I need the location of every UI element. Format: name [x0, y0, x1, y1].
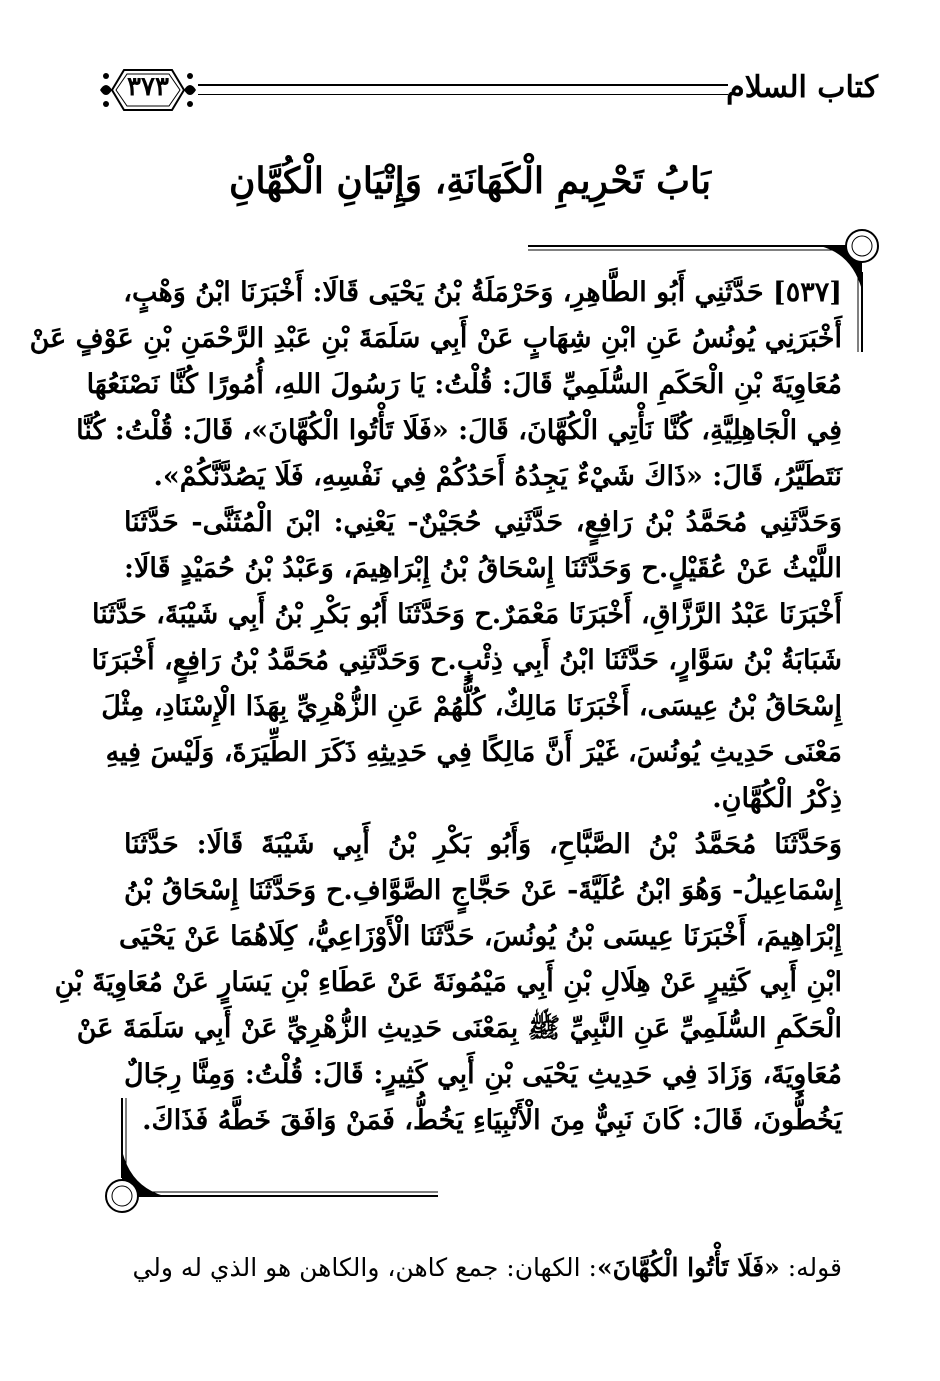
text-line: فِي الْجَاهِلِيَّةِ، كُنَّا نَأْتِي الْكُهَّانَ، قَالَ: «فَلَا تَأْتُوا الْكُهَّانَ»، قَالَ: قُلْتُ: كُنَّا: [76, 415, 842, 446]
footnote-quoted-phrase: «فَلَا تَأْتُوا الْكُهَّانَ»: [596, 1253, 780, 1282]
text-line: ذِكْرُ الْكُهَّانِ.: [712, 783, 842, 814]
text-line: اللَّيْثُ عَنْ عُقَيْلٍ.ح وَحَدَّثَنَا إِسْحَاقُ بْنُ إِبْرَاهِيمَ، وَعَبْدُ بْنُ حُمَيْدٍ قَالَا:: [124, 553, 842, 584]
text-line: [٥٣٧] حَدَّثَنِي أَبُو الطَّاهِرِ، وَحَرْمَلَةُ بْنُ يَحْيَى قَالَا: أَخْبَرَنَا ابْنُ وَهْبٍ،: [123, 277, 842, 308]
text-line: يَخُطُّونَ، قَالَ: كَانَ نَبِيٌّ مِنَ الْأَنْبِيَاءِ يَخُطُّ، فَمَنْ وَافَقَ خَطَّهُ فَذَاكَ.: [142, 1105, 842, 1136]
book-title: كتاب السلام: [726, 70, 878, 105]
text-line: أَخْبَرَنَا عَبْدُ الرَّزَّاقِ، أَخْبَرَنَا مَعْمَرٌ.ح وَحَدَّثَنَا أَبُو بَكْرِ بْنُ أَبِي شَيْبَةَ، حَدَّثَنَا: [92, 599, 842, 630]
text-line: إِسْمَاعِيلُ- وَهُوَ ابْنُ عُلَيَّةَ- عَنْ حَجَّاجٍ الصَّوَّافِ.ح وَحَدَّثَنَا إِسْحَاقُ بْنُ: [124, 875, 842, 906]
chapter-title: بَابُ تَحْرِيمِ الْكَهَانَةِ، وَإِتْيَانِ الْكُهَّانِ: [229, 160, 711, 202]
text-line: أَخْبَرَنِي يُونُسُ عَنِ ابْنِ شِهَابٍ عَنْ أَبِي سَلَمَةَ بْنِ عَبْدِ الرَّحْمَنِ بْنِ عَوْفٍ عَنْ: [29, 323, 842, 354]
footnote-text: : الكهان: جمع كاهن، والكاهن هو الذي له ولي: [132, 1253, 597, 1282]
text-line: مُعَاوِيَةَ، وَزَادَ فِي حَدِيثِ يَحْيَى بْنِ أَبِي كَثِيرٍ: قَالَ: قُلْتُ: وَمِنَّا رِجَالٌ: [124, 1059, 842, 1090]
text-line: ابْنِ أَبِي كَثِيرٍ عَنْ هِلَالِ بْنِ أَبِي مَيْمُونَةَ عَنْ عَطَاءِ بْنِ يَسَارٍ عَنْ مُعَاوِيَةَ بْنِ: [54, 967, 842, 998]
page-number: ٣٧٣: [127, 72, 169, 102]
footnote-prefix: قوله:: [787, 1253, 842, 1282]
text-line: وَحَدَّثَنَا مُحَمَّدُ بْنُ الصَّبَّاحِ، وَأَبُو بَكْرِ بْنُ أَبِي شَيْبَةَ قَالَا: حَدَّثَنَا: [124, 829, 842, 860]
text-line: مُعَاوِيَةَ بْنِ الْحَكَمِ السُّلَمِيِّ قَالَ: قُلْتُ: يَا رَسُولَ اللهِ، أُمُورًا كُنَّا نَصْنَعُهَا: [86, 369, 842, 400]
text-line: وَحَدَّثَنِي مُحَمَّدُ بْنُ رَافِعٍ، حَدَّثَنِي حُجَيْنٌ- يَعْنِي: ابْنَ الْمُثَنَّى- حَدَّثَنَا: [124, 507, 842, 538]
text-line: نَتَطَيَّرُ، قَالَ: «ذَاكَ شَيْءٌ يَجِدُهُ أَحَدُكُمْ فِي نَفْسِهِ، فَلَا يَصُدَّنَّكُمْ».: [153, 461, 842, 492]
footnote: [98, 1253, 842, 1282]
hadith-text: [29, 270, 842, 1144]
text-line: إِبْرَاهِيمَ، أَخْبَرَنَا عِيسَى بْنُ يُونُسَ، حَدَّثَنَا الْأَوْزَاعِيُّ، كِلَاهُمَا عَنْ يَحْيَى: [119, 921, 842, 952]
text-line: شَبَابَةُ بْنُ سَوَّارٍ، حَدَّثَنَا ابْنُ أَبِي ذِئْبٍ.ح وَحَدَّثَنِي مُحَمَّدُ بْنُ رَافِعٍ، أَخْبَرَنَا: [91, 645, 842, 676]
text-line: إِسْحَاقُ بْنُ عِيسَى، أَخْبَرَنَا مَالِكٌ، كُلُّهُمْ عَنِ الزُّهْرِيِّ بِهَذَا الْإِسْنَادِ، مِثْلَ: [101, 691, 842, 722]
text-line: مَعْنَى حَدِيثِ يُونُسَ، غَيْرَ أَنَّ مَالِكًا فِي حَدِيثِهِ ذَكَرَ الطِّيَرَةَ، وَلَيْسَ فِيهِ: [105, 737, 842, 768]
text-line: الْحَكَمِ السُّلَمِيِّ عَنِ النَّبِيِّ ﷺ بِمَعْنَى حَدِيثِ الزُّهْرِيِّ عَنْ أَبِي سَلَمَةَ عَنْ: [76, 1013, 842, 1044]
